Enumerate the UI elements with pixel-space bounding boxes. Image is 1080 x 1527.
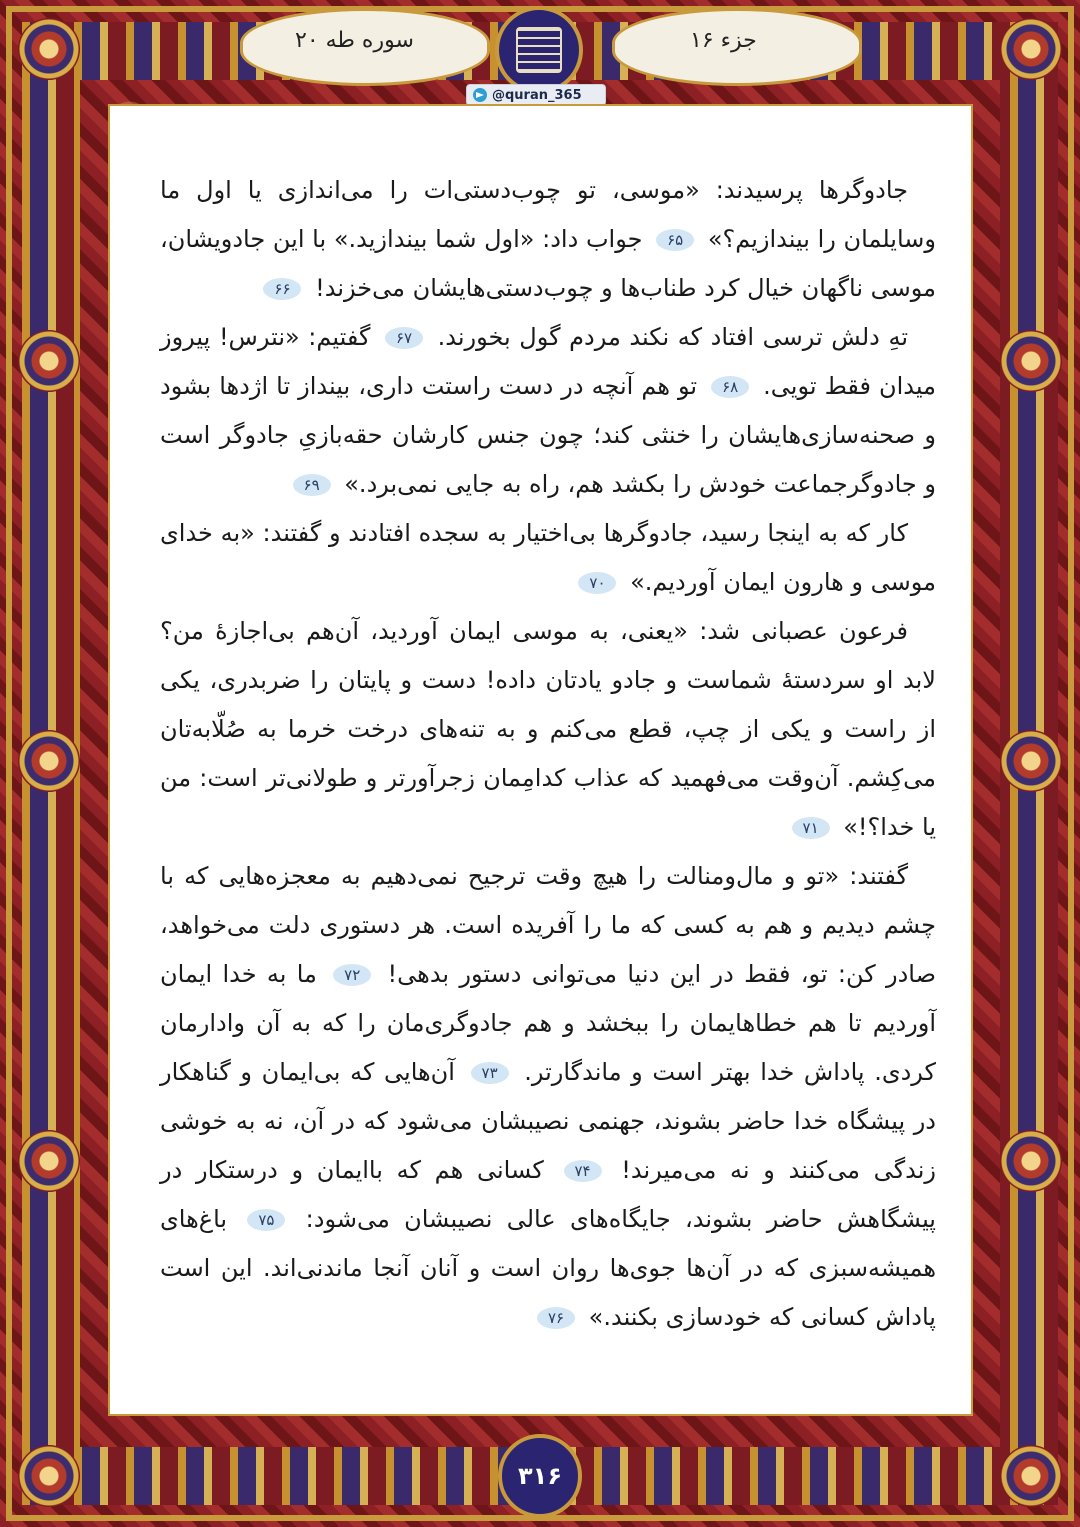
verse-number-marker: ۷۳	[471, 1062, 509, 1084]
verse-text: فرعون عصبانی شد: «یعنی، به موسی ایمان آوردید، آن‌هم بی‌اجازهٔ من؟ لابد او سردستهٔ شماست و جادو یادتان داده! دست و پایتان را ضربدری، یکی از راست و یکی از چپ، قطع می‌کنم و به تنه‌های درخت خرما به صُلّابه‌تان می‌کِشم. آن‌وقت می‌فهمید که عذاب کدامِمان زجرآورتر و طولانی‌تر است: من یا خدا؟!»	[160, 617, 936, 841]
paragraph	[160, 166, 936, 313]
verse-text: تو هم آنچه در دست راستت داری، بینداز تا اژدها بشود و صحنه‌سازی‌هایشان را خنثی کند؛ چون جنس کارشان حقه‌بازیِ جادوگر است و جادوگرجماعت خودش را بکشد هم، راه به جایی نمی‌برد.»	[160, 372, 936, 498]
paragraph	[160, 509, 936, 607]
text-panel	[108, 104, 973, 1416]
verse-text: کسانی هم که باایمان و درستکار در پیشگاهش حاضر بشوند، جایگاه‌های عالی نصیبشان می‌شود:	[160, 1156, 936, 1233]
page-number-badge	[498, 1434, 582, 1518]
verse-number-marker: ۷۴	[564, 1160, 602, 1182]
corner-medallion	[1000, 1445, 1062, 1507]
page-number: ۳۱۶	[518, 1462, 562, 1490]
side-medallion	[1000, 730, 1062, 792]
juz-label: جزء ۱۶	[690, 28, 757, 53]
verse-number-marker: ۶۹	[293, 474, 331, 496]
verse-text: جادوگرها پرسیدند: «موسی، تو چوب‌دستی‌ات را می‌اندازی یا اول ما وسایلمان را بیندازیم؟»	[160, 176, 936, 253]
side-medallion	[1000, 1130, 1062, 1192]
channel-handle-text: @quran_365	[492, 87, 582, 103]
verse-number-marker: ۶۵	[656, 229, 694, 251]
verse-number-marker: ۶۶	[263, 278, 301, 300]
verse-text: گفتیم: «نترس! پیروز میدان فقط تویی.	[160, 323, 936, 400]
verse-number-marker: ۶۸	[711, 376, 749, 398]
verse-text: ما به خدا ایمان آوردیم تا هم خطاهایمان را ببخشد و هم جادوگری‌مان را که به آن وادارمان کردی. پاداش خدا بهتر است و ماندگارتر.	[160, 960, 936, 1086]
calligraphy-emblem-icon	[495, 6, 583, 94]
corner-medallion	[18, 1445, 80, 1507]
corner-medallion	[1000, 18, 1062, 80]
verse-text: تهِ دلش ترسی افتاد که نکند مردم گول بخورند.	[437, 323, 909, 351]
side-medallion	[18, 330, 80, 392]
verse-text: باغ‌های همیشه‌سبزی که در آن‌ها جوی‌ها روان است و آنان آنجا ماندنی‌اند. این است پاداش کسانی که خودسازی بکنند.»	[160, 1205, 936, 1331]
paragraph	[160, 607, 936, 852]
paragraph	[160, 313, 936, 509]
side-medallion	[18, 1130, 80, 1192]
verse-number-marker: ۶۷	[385, 327, 423, 349]
verse-number-marker: ۷۶	[537, 1307, 575, 1329]
verse-text: جواب داد: «اول شما بیندازید.» با این جادویشان، موسی ناگهان خیال کرد طناب‌ها و چوب‌دستی‌هایشان می‌خزند!	[160, 225, 936, 302]
telegram-icon	[473, 88, 487, 102]
paragraph	[160, 852, 936, 1342]
verse-number-marker: ۷۲	[333, 964, 371, 986]
translation-text	[160, 166, 936, 1342]
verse-number-marker: ۷۵	[247, 1209, 285, 1231]
verse-text: گفتند: «تو و مال‌ومنالت را هیچ وقت ترجیح نمی‌دهیم به معجزه‌هایی که با چشم دیدیم و هم به کسی که ما را آفریده است. هر دستوری دلت می‌خواهد، صادر کن: تو، فقط در این دنیا می‌توانی دستور بدهی!	[160, 862, 936, 988]
side-medallion	[1000, 330, 1062, 392]
channel-handle[interactable]	[466, 84, 606, 106]
verse-text: آن‌هایی که بی‌ایمان و گناهکار در پیشگاه خدا حاضر بشوند، جهنمی نصیبشان می‌شود که در آن، نه به خوشی زندگی می‌کنند و نه می‌میرند!	[160, 1058, 936, 1184]
verse-text: کار که به اینجا رسید، جادوگرها بی‌اختیار به سجده افتادند و گفتند: «به خدای موسی و هارون ایمان آوردیم.»	[160, 519, 936, 596]
side-medallion	[18, 730, 80, 792]
surah-label: سوره طه ۲۰	[295, 28, 414, 53]
corner-medallion	[18, 18, 80, 80]
verse-number-marker: ۷۱	[792, 817, 830, 839]
verse-number-marker: ۷۰	[578, 572, 616, 594]
